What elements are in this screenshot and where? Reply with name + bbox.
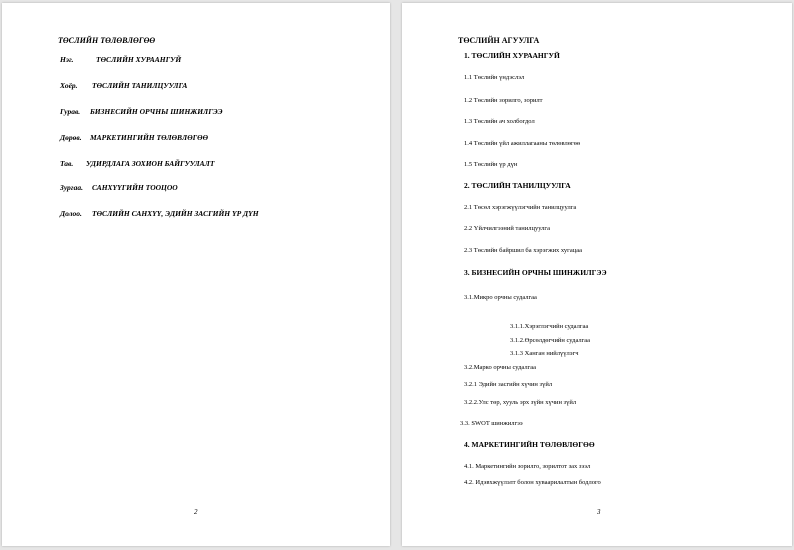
toc-item: 3.2.1 Эдийн засгийн хүчин зүйл — [464, 381, 553, 388]
outline-row-label: УДИРДЛАГА ЗОХИОН БАЙГУУЛАЛТ — [86, 159, 215, 168]
toc-item: 2.3 Төслийн байршил ба хэрэгжих хугацаа — [464, 247, 582, 254]
toc-item: 3.2.Марко орчны судалгаа — [464, 364, 537, 371]
toc-item: 2.1 Төсөл хэрэгжүүлэгчийн танилцуулга — [464, 204, 577, 211]
outline-row-label: ТӨСЛИЙН САНХҮҮ, ЭДИЙН ЗАСГИЙН ҮР ДҮН — [92, 209, 259, 218]
toc-item: 1.4 Төслийн үйл ажиллагааны төлөвлөгөө — [464, 140, 581, 147]
toc-item: 3.2.2.Улс төр, хууль эрх зүйн хүчин зүйл — [464, 399, 577, 406]
toc-subitem: 3.1.2.Өрсөлдөгчийн судалгаа — [510, 337, 591, 344]
outline-row-label: ТӨСЛИЙН ТАНИЛЦУУЛГА — [92, 81, 188, 90]
outline-row-prefix: Дөрөв. — [60, 133, 82, 142]
outline-row-prefix: Тав. — [60, 159, 74, 168]
toc-item: 2.2 Үйлчилгээний танилцуулга — [464, 225, 550, 232]
document-page-right — [402, 3, 792, 546]
toc-section: 2. ТӨСЛИЙН ТАНИЛЦУУЛГА — [464, 181, 571, 190]
outline-row-label: МАРКЕТИНГИЙН ТӨЛӨВЛӨГӨӨ — [90, 133, 208, 142]
outline-row — [60, 81, 187, 90]
toc-item: 1.1 Төслийн үндэслэл — [464, 74, 525, 81]
outline-row-prefix: Долоо. — [60, 209, 82, 218]
outline-row — [60, 107, 222, 116]
outline-row-prefix: Зургаа. — [60, 183, 83, 192]
toc-item: 1.2 Төслийн зорилго, зорилт — [464, 97, 543, 104]
outline-row — [60, 159, 214, 168]
page-number: 2 — [194, 508, 198, 516]
toc-item: 3.3. SWOT шинжилгээ — [460, 420, 523, 427]
toc-subitem: 3.1.3 Ханган нийлүүлэгч — [510, 350, 579, 357]
page-heading: ТӨСЛИЙН ТӨЛӨВЛӨГӨӨ — [58, 36, 156, 45]
outline-row-prefix: Хоёр. — [60, 81, 78, 90]
toc-section: 4. МАРКЕТИНГИЙН ТӨЛӨВЛӨГӨӨ — [464, 440, 595, 449]
outline-row-label: ТӨСЛИЙН ХУРААНГУЙ — [96, 55, 182, 64]
toc-item: 4.2. Идэвхжүүлэлт болон хуваарилалтын бодлого — [464, 479, 601, 486]
outline-row — [60, 55, 181, 64]
outline-row-label: БИЗНЕСИЙН ОРЧНЫ ШИНЖИЛГЭЭ — [90, 107, 223, 116]
page-number: 3 — [597, 508, 601, 516]
document-page-left — [2, 3, 390, 546]
toc-section: 1. ТӨСЛИЙН ХУРААНГУЙ — [464, 51, 560, 60]
toc-title: ТӨСЛИЙН АГУУЛГА — [458, 36, 540, 45]
toc-item: 1.3 Төслийн ач холбогдол — [464, 118, 535, 125]
outline-row — [60, 209, 259, 218]
outline-row-label: САНХҮҮГИЙН ТООЦОО — [92, 183, 178, 192]
toc-subitem: 3.1.1.Хэрэглэгчийн судалгаа — [510, 323, 589, 330]
outline-row-prefix: Гурав. — [60, 107, 81, 116]
toc-section: 3. БИЗНЕСИЙН ОРЧНЫ ШИНЖИЛГЭЭ — [464, 268, 607, 277]
outline-row-prefix: Нэг. — [60, 55, 74, 64]
toc-item: 4.1. Маркетингийн зорилго, зорилтот зах зээл — [464, 463, 591, 470]
outline-row — [60, 133, 208, 142]
toc-item: 1.5 Төслийн үр дүн — [464, 161, 518, 168]
outline-row — [60, 183, 178, 192]
toc-item: 3.1.Микро орчны судалгаа — [464, 294, 537, 301]
